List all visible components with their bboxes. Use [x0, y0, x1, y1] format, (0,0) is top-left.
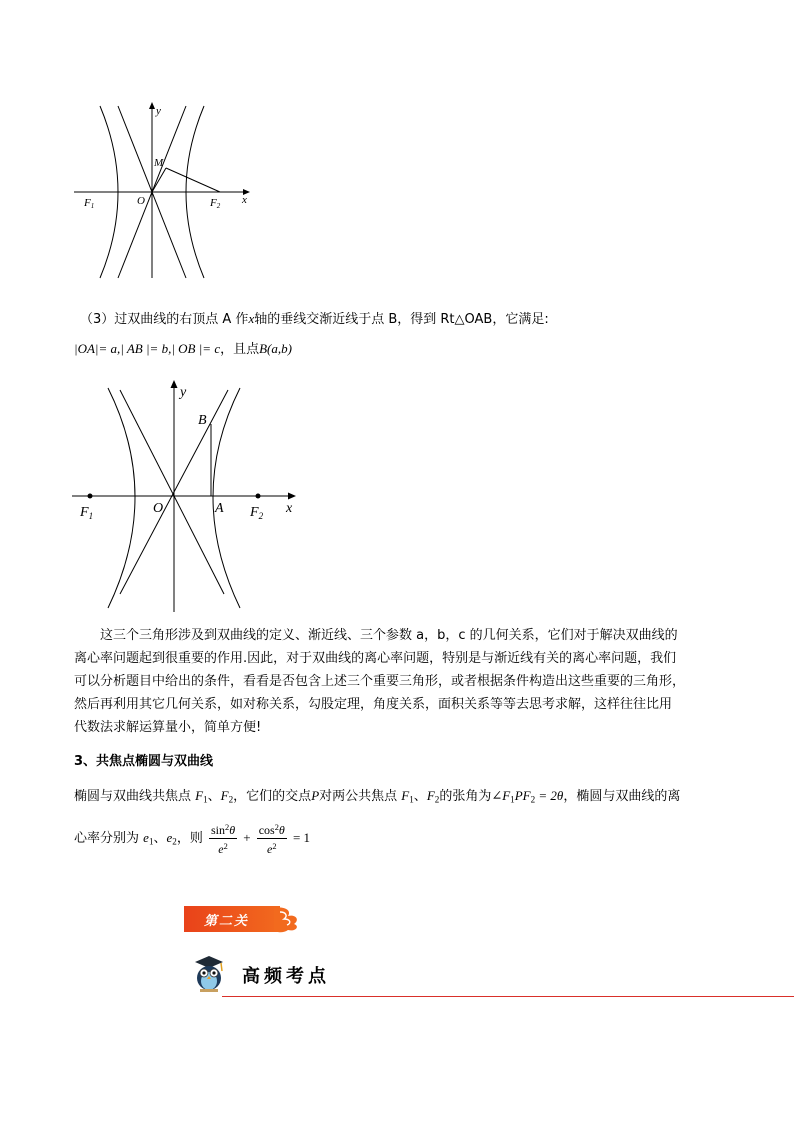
s3-text-b: ，它们的交点 [233, 789, 312, 804]
summary-line: 可以分析题目中给出的条件，看看是否包含上述三个重要三角形，或者根据条件构造出这些重要的三角形， [74, 674, 686, 689]
fig1-m-label: M [154, 157, 164, 169]
sin-fraction: $\frac{\sin^2\theta}{e^2}$ [209, 820, 237, 857]
section3-line2 [74, 818, 310, 861]
figure-hyperbola-oab-triangle [70, 376, 306, 616]
fig1-x-label: x [242, 194, 247, 206]
focus-f2-b: $F_2$ [426, 788, 440, 805]
s3-sep-b: 、 [413, 789, 427, 804]
fig2-x-label: x [286, 501, 293, 516]
summary-line: 然后再利用其它几何关系，如对称关系，勾股定理，角度关系，面积关系等等去思考求解，这样往往比用 [74, 697, 673, 712]
fig2-f1-point [88, 494, 93, 499]
focus-f2: $F_2$ [220, 788, 234, 805]
high-frequency-title: 高频考点 [242, 966, 330, 987]
angle-formula: $\angle F_1PF_2 = 2\theta$ [491, 788, 564, 805]
point-p: P [311, 788, 320, 803]
fig2-y-label: y [180, 385, 187, 400]
fig2-origin-label: O [153, 501, 164, 516]
s3-text-e: ，椭圆与双曲线的离 [563, 789, 681, 804]
plus-sign: + [243, 830, 251, 845]
item3-line1-prefix: （3）过双曲线的右顶点 A 作 [80, 312, 249, 327]
fig1-f2-label: F2 [210, 197, 221, 210]
s3-sep: 、 [207, 789, 221, 804]
item3-line1-rest: 轴的垂线交渐近线于点 B，得到 Rt△OAB，它满足: [254, 312, 549, 327]
s3-text-g: ，则 [176, 831, 203, 846]
fig1-origin-label: O [137, 195, 145, 207]
focus-f1-b: $F_1$ [401, 788, 414, 805]
fig1-y-label: y [156, 105, 161, 117]
fig2-f2-point [256, 494, 261, 499]
item3-lengths-formula: |OA|= a,| AB |= b,| OB |= c [74, 341, 221, 356]
summary-line: 离心率问题起到很重要的作用.因此，对于双曲线的离心率问题，特别是与渐近线有关的离心率问题，我们 [74, 651, 677, 666]
s3-text-a: 椭圆与双曲线共焦点 [74, 789, 192, 804]
header-rule [222, 996, 794, 997]
s3-text-f: 心率分别为 [74, 831, 140, 846]
graduate-owl-icon [192, 954, 226, 994]
item3-line1 [80, 307, 549, 331]
cos-fraction: $\frac{\cos^2\theta}{e^2}$ [257, 820, 287, 857]
item3-point-b: B(a,b) [259, 341, 292, 356]
e2-symbol: $e_2$ [166, 830, 177, 847]
fig2-a-label: A [215, 501, 224, 516]
focus-f1: $F_1$ [195, 788, 208, 805]
section3-line1 [74, 784, 680, 811]
e1-symbol: $e_1$ [143, 830, 154, 847]
summary-line: 这三个三角形涉及到双曲线的定义、渐近线、三个参数 a，b，c 的几何关系，它们对于解决双曲线的 [100, 628, 678, 643]
fig2-b-label: B [198, 413, 207, 428]
banner-label: 第二关 [204, 914, 250, 929]
fig1-f1-label: F1 [84, 197, 95, 210]
item3-line2-text: ，且点 [220, 342, 260, 357]
level-banner [184, 904, 298, 932]
figure-hyperbola-focal-triangle [70, 96, 260, 286]
equals-one: = 1 [292, 830, 311, 845]
summary-paragraph [74, 624, 734, 739]
fig2-f1-label: $F_1$ [80, 505, 94, 521]
s3-sep-c: 、 [153, 831, 167, 846]
s3-text-d: 的张角为 [439, 789, 492, 804]
s3-text-c: 对两公共焦点 [319, 789, 398, 804]
section3-heading: 3、共焦点椭圆与双曲线 [74, 754, 214, 769]
summary-line: 代数法求解运算量小，简单方便! [74, 720, 262, 735]
flame-swirl-icon [274, 904, 302, 934]
fig2-f2-label: $F_2$ [250, 505, 264, 521]
item3-line2 [74, 337, 292, 361]
item3-x-symbol: x [248, 311, 255, 326]
